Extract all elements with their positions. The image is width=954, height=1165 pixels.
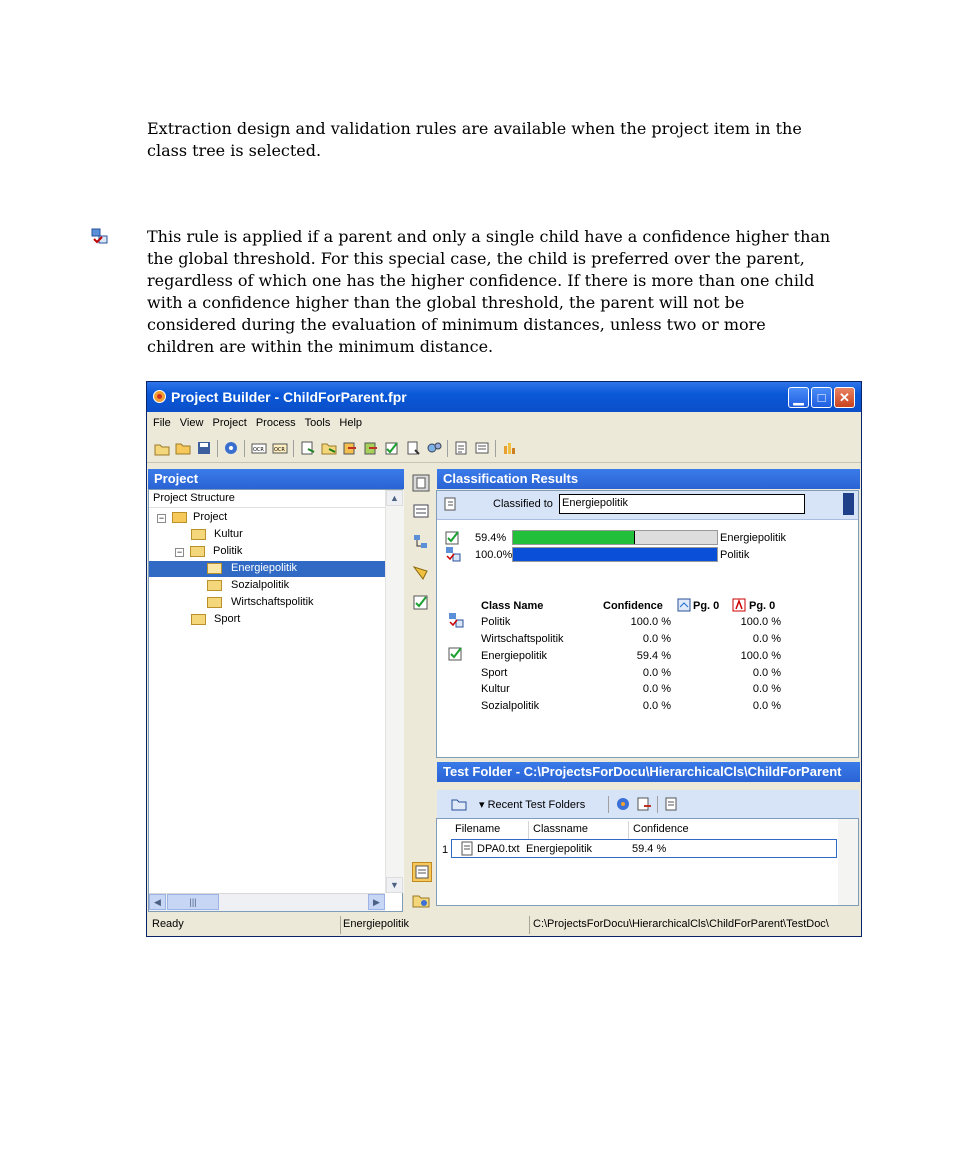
hierarchy-rule-icon <box>445 546 461 562</box>
tree-label: Energiepolitik <box>231 562 298 574</box>
table-cell-conf: 0.0 % <box>642 683 671 695</box>
extract-icon[interactable] <box>342 440 358 456</box>
col-confidence[interactable]: Confidence <box>633 823 689 835</box>
table-cell-pg: 0.0 % <box>752 683 781 695</box>
bar-class-politik: Politik <box>720 549 750 561</box>
close-button[interactable]: ✕ <box>834 387 855 408</box>
parent-preferred-icon <box>448 612 464 628</box>
table-cell-name: Energiepolitik <box>481 650 548 662</box>
report-icon[interactable] <box>663 796 679 812</box>
menu-tools[interactable]: Tools <box>304 417 331 429</box>
side-toolbar <box>406 469 434 914</box>
table-cell-conf: 0.0 % <box>642 700 671 712</box>
open-folder-icon[interactable] <box>175 440 191 456</box>
table-cell-conf: 0.0 % <box>642 667 671 679</box>
project-panel-header: Project <box>148 469 404 489</box>
folder-open-icon <box>207 563 222 574</box>
row-index: 1 <box>442 844 449 856</box>
document-edit-icon[interactable] <box>405 440 421 456</box>
folder-icon <box>207 597 222 608</box>
tree-label: Kultur <box>214 528 243 540</box>
title-bar <box>147 382 861 412</box>
folder-icon <box>191 614 206 625</box>
tree-header: Project Structure <box>149 490 402 508</box>
export-icon[interactable] <box>636 796 652 812</box>
list-icon[interactable] <box>474 440 490 456</box>
classified-doc-icon <box>443 496 459 512</box>
col-page0-pdf: Pg. 0 <box>749 600 776 612</box>
classified-to-bar <box>437 491 858 520</box>
bar-fill-energie <box>513 531 635 544</box>
table-cell-pg: 0.0 % <box>752 667 781 679</box>
app-icon <box>152 389 167 404</box>
table-cell-pg: 100.0 % <box>740 650 781 662</box>
test-folder-toolbar <box>437 790 859 819</box>
menu-help[interactable]: Help <box>339 417 363 429</box>
table-cell-name: Wirtschaftspolitik <box>481 633 564 645</box>
text-doc-icon <box>677 598 691 612</box>
col-classname[interactable]: Classname <box>529 821 629 839</box>
table-row[interactable] <box>451 839 837 858</box>
bar-label-energie: 59.4% <box>475 532 507 544</box>
ocr-all-icon[interactable] <box>272 440 288 456</box>
classification-view-icon[interactable] <box>412 474 430 492</box>
bar-track-politik <box>512 547 718 562</box>
classify-icon[interactable] <box>300 440 316 456</box>
status-class: Energiepolitik <box>343 918 410 930</box>
collapse-icon[interactable]: − <box>176 547 183 557</box>
scroll-right-icon[interactable]: ▶ <box>368 894 385 910</box>
classified-to-label: Classified to <box>493 498 553 510</box>
bar-class-energie: Energiepolitik <box>720 532 787 544</box>
col-class-name: Class Name <box>481 600 544 612</box>
project-builder-window <box>146 381 862 937</box>
tree-label: Project <box>193 511 228 523</box>
bar-track-energie <box>512 530 718 545</box>
project-tree <box>148 489 403 912</box>
intro-paragraph: Extraction design and validation rules are available when the project item in the class tree is selected. <box>147 119 802 160</box>
svg-text:OCR: OCR <box>253 447 264 453</box>
table-cell-name: Politik <box>481 616 511 628</box>
menu-file[interactable]: File <box>153 417 171 429</box>
settings-gear-icon[interactable] <box>223 440 239 456</box>
bar-fill-politik <box>513 548 717 561</box>
scroll-down-icon[interactable]: ▼ <box>386 877 403 893</box>
new-project-icon[interactable] <box>154 440 170 456</box>
classify-all-icon[interactable] <box>321 440 337 456</box>
edit-rule-icon[interactable] <box>412 563 430 581</box>
folder-icon <box>207 580 222 591</box>
test-folder-view-icon[interactable] <box>412 862 432 882</box>
folder-icon <box>191 529 206 540</box>
pdf-doc-icon <box>732 598 746 612</box>
bar-label-politik: 100.0% <box>475 549 513 561</box>
minimize-button[interactable]: ▁ <box>788 387 809 408</box>
winner-check-icon <box>448 645 464 661</box>
tree-label: Wirtschaftspolitik <box>231 596 314 608</box>
ocr-icon[interactable] <box>251 440 267 456</box>
extract-all-icon[interactable] <box>363 440 379 456</box>
table-cell-conf: 59.4 % <box>636 650 671 662</box>
fields-view-icon[interactable] <box>412 502 430 520</box>
scroll-thumb[interactable]: ||| <box>167 894 219 910</box>
status-path: C:\ProjectsForDocu\HierarchicalCls\ChildForParent\TestDoc\ <box>533 918 829 930</box>
report-icon[interactable] <box>453 440 469 456</box>
save-icon[interactable] <box>196 440 212 456</box>
scroll-left-icon[interactable]: ◀ <box>149 894 166 910</box>
menu-bar <box>147 412 861 434</box>
list-vertical-scrollbar[interactable] <box>838 819 858 905</box>
menu-process[interactable]: Process <box>255 417 296 429</box>
cell-confidence: 59.4 % <box>632 843 667 855</box>
rule-description-paragraph: This rule is applied if a parent and only a single child have a confidence higher than the global threshold. For this special case, the child is preferred over the parent, regardless of which one has the higher confidence. If there is more than one child with a confidence higher than the global threshold, the parent will not be considered during the evaluation of minimum distances, unless two or more children are within the minimum distance. <box>147 227 831 356</box>
scroll-up-icon[interactable]: ▲ <box>386 490 403 506</box>
test-folder-list <box>436 818 859 906</box>
project-folder-icon <box>172 512 187 523</box>
table-cell-name: Kultur <box>481 683 510 695</box>
tree-label: Sport <box>214 613 241 625</box>
toolbar-overflow-icon[interactable] <box>843 493 854 515</box>
collapse-icon[interactable]: − <box>158 513 165 523</box>
verify-icon[interactable] <box>384 440 400 456</box>
col-confidence: Confidence <box>603 600 663 612</box>
table-cell-pg: 0.0 % <box>752 633 781 645</box>
window-title: Project Builder - ChildForParent.fpr <box>171 389 407 405</box>
recent-test-folders-button[interactable] <box>479 798 585 811</box>
table-cell-conf: 100.0 % <box>630 616 671 628</box>
validation-icon[interactable] <box>412 593 430 611</box>
recent-label: Recent Test Folders <box>487 799 586 811</box>
col-filename[interactable]: Filename <box>451 821 529 839</box>
tools-icon[interactable] <box>426 440 442 456</box>
run-test-icon[interactable] <box>615 796 631 812</box>
menu-project[interactable]: Project <box>212 417 247 429</box>
svg-text:OCR: OCR <box>274 447 285 453</box>
classification-panel <box>436 490 859 758</box>
vertical-scrollbar[interactable] <box>385 490 404 893</box>
classification-panel-header: Classification Results <box>437 469 860 489</box>
open-folder-icon[interactable] <box>451 796 467 812</box>
horizontal-scrollbar[interactable] <box>149 893 385 911</box>
table-cell-pg: 100.0 % <box>740 616 781 628</box>
cell-filename: DPA0.txt <box>477 843 520 855</box>
folder-icon <box>190 546 205 557</box>
table-cell-name: Sozialpolitik <box>481 700 540 712</box>
tree-node-energiepolitik[interactable] <box>149 561 385 577</box>
text-file-icon <box>460 841 475 856</box>
tree-label: Sozialpolitik <box>231 579 290 591</box>
folder-browse-icon[interactable] <box>412 891 430 909</box>
table-cell-name: Sport <box>481 667 508 679</box>
tree-label: Politik <box>213 545 243 557</box>
check-icon <box>445 529 461 545</box>
child-preferred-rule-icon <box>91 227 109 245</box>
table-cell-conf: 0.0 % <box>642 633 671 645</box>
col-page0-text: Pg. 0 <box>693 600 720 612</box>
menu-view[interactable]: View <box>179 417 204 429</box>
status-bar <box>147 914 861 936</box>
table-cell-pg: 0.0 % <box>752 700 781 712</box>
main-toolbar <box>147 434 861 463</box>
hierarchy-icon[interactable] <box>412 533 430 551</box>
status-ready: Ready <box>152 918 184 930</box>
maximize-button[interactable]: □ <box>811 387 832 408</box>
test-folder-header: Test Folder - C:\ProjectsForDocu\HierarchicalCls\ChildForParent <box>437 762 860 782</box>
classified-to-field[interactable]: Energiepolitik <box>559 494 805 514</box>
dropdown-arrow-icon: ▾ <box>479 799 488 811</box>
cell-classname: Energiepolitik <box>526 843 593 855</box>
statistics-icon[interactable] <box>502 440 518 456</box>
